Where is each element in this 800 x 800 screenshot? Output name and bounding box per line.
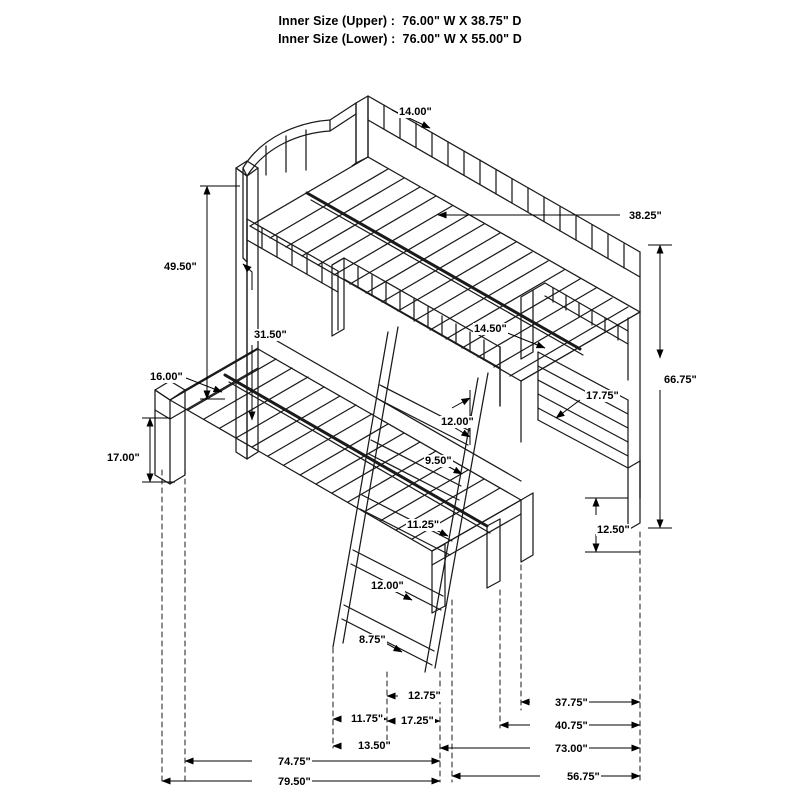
- dimension-label-d-74-75: 74.75": [278, 756, 311, 768]
- dimension-label-d-16-00: 16.00": [150, 371, 183, 383]
- dimension-label-d-49-50: 49.50": [164, 261, 197, 273]
- dimension-label-d-11-25: 11.25": [407, 519, 440, 531]
- dimension-label-d-40-75: 40.75": [555, 720, 588, 732]
- dimension-label-d-9-50: 9.50": [425, 455, 452, 467]
- dimension-label-d-12-75: 12.75": [408, 690, 441, 702]
- inner-size-lower: Inner Size (Lower) : 76.00" W X 55.00" D: [278, 32, 522, 46]
- dimension-label-d-12-00-b: 12.00": [371, 580, 404, 592]
- dimension-label-d-8-75: 8.75": [359, 634, 386, 646]
- dimension-label-d-12-00-a: 12.00": [441, 416, 474, 428]
- dimension-label-d-38-25: 38.25": [629, 210, 662, 222]
- dimension-label-d-14-00: 14.00": [399, 106, 432, 118]
- dimension-label-d-56-75: 56.75": [567, 771, 600, 783]
- dimension-label-d-79-50: 79.50": [278, 776, 311, 788]
- inner-size-upper: Inner Size (Upper) : 76.00" W X 38.75" D: [278, 14, 522, 28]
- dimension-label-d-13-50: 13.50": [358, 740, 391, 752]
- dimension-label-d-17-75: 17.75": [586, 390, 619, 402]
- dimension-label-d-17-25: 17.25": [401, 715, 434, 727]
- dimension-label-d-73-00: 73.00": [555, 743, 588, 755]
- dimension-label-d-31-50: 31.50": [254, 329, 287, 341]
- dimension-label-d-14-50: 14.50": [474, 323, 507, 335]
- dimension-label-d-11-75: 11.75": [351, 713, 384, 725]
- dimension-label-d-37-75: 37.75": [555, 697, 588, 709]
- dimension-label-d-12-50: 12.50": [597, 524, 630, 536]
- dimension-label-d-66-75: 66.75": [664, 374, 697, 386]
- dimension-label-d-17-00: 17.00": [107, 452, 140, 464]
